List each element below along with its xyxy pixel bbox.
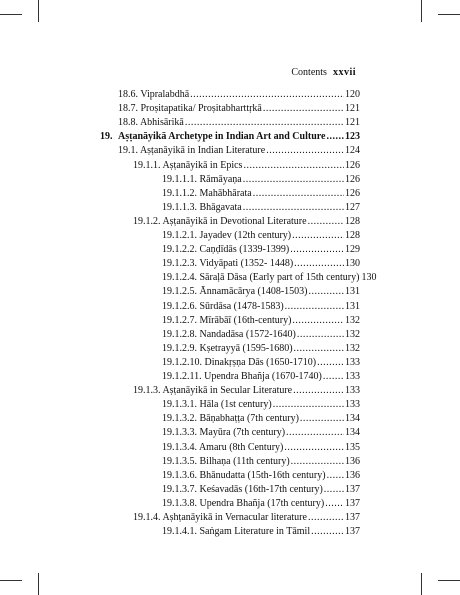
- crop-mark: [421, 0, 422, 22]
- toc-entry[interactable]: [162, 398, 360, 412]
- toc-entry-page: 132: [345, 314, 360, 326]
- toc-entry-page: 137: [345, 526, 360, 538]
- crop-mark: [38, 573, 39, 595]
- toc-entry-page: 128: [345, 230, 360, 241]
- toc-entry-page: 135: [345, 441, 360, 453]
- toc-entry-title: 19.1.2.3. Vidyāpati (1352- 1448): [162, 258, 294, 270]
- running-header: [291, 67, 356, 78]
- toc-entry[interactable]: [162, 469, 360, 483]
- toc-entry[interactable]: [118, 144, 360, 158]
- toc-entry-page: 129: [345, 244, 360, 256]
- toc-leader-dots: [243, 159, 344, 173]
- toc-entry-page: 133: [345, 356, 360, 368]
- toc-entry-page: 123: [345, 131, 360, 143]
- toc-entry[interactable]: [162, 342, 360, 356]
- crop-mark: [438, 14, 460, 15]
- toc-entry-title: 19.1.2.9. Kṣetrayyā (1595-1680): [162, 342, 293, 354]
- toc-entry-page: 130: [361, 272, 377, 284]
- toc-leader-dots: [292, 314, 344, 328]
- toc-entry-page: 136: [345, 455, 360, 467]
- toc-entry[interactable]: [162, 300, 360, 314]
- toc-entry[interactable]: [100, 130, 360, 144]
- toc-leader-dots: [309, 285, 344, 299]
- toc-entry-title: 19.1.1.3. Bhāgavata: [162, 201, 242, 213]
- toc-entry-title: 19.1.2.2. Caṇḍīdās (1339-1399): [162, 244, 290, 256]
- toc-entry[interactable]: [162, 173, 360, 187]
- toc-entry-page: 131: [345, 286, 360, 298]
- crop-mark: [0, 580, 22, 581]
- toc-entry[interactable]: [118, 88, 360, 102]
- toc-entry-page: 137: [345, 483, 360, 495]
- toc-entry-title: 18.7. Proṣitapatika/ Proṣitabharttṛkā: [118, 103, 262, 115]
- toc-leader-dots: [291, 455, 344, 469]
- header-page-number: xxvii: [332, 67, 356, 78]
- crop-mark: [38, 0, 39, 22]
- toc-entry[interactable]: [133, 384, 360, 398]
- toc-entry[interactable]: [162, 412, 360, 426]
- toc-entry[interactable]: [133, 159, 360, 173]
- toc-entry-title: 19.1.3.8. Upendra Bhañja (17th century): [162, 497, 325, 509]
- toc-entry-title: 19.1.2.8. Nandadāsa (1572-1640): [162, 328, 296, 340]
- toc-entry-page: 127: [345, 201, 360, 213]
- toc-entry-title: 19.1.3.5. Bilhaṇa (11th century): [162, 455, 290, 467]
- toc-leader-dots: [297, 328, 344, 342]
- toc-entry-title: 19.1.2. Aṣṭanāyikā in Devotional Literature: [133, 215, 307, 227]
- toc-leader-dots: [243, 201, 344, 215]
- toc-entry-title: 19.1.3.2. Bāṇabhaṭṭa (7th century): [162, 413, 299, 425]
- toc-entry-title: 19.1.3.1. Hāla (1st century): [162, 399, 272, 411]
- toc-entry-title: 19.1.2.6. Sūrdāsa (1478-1583): [162, 300, 284, 312]
- toc-entry[interactable]: [162, 229, 360, 243]
- toc-entry-page: 133: [345, 399, 360, 411]
- toc-entry-page: 130: [345, 258, 360, 270]
- toc-entry[interactable]: [162, 285, 360, 299]
- toc-entry-page: 137: [345, 497, 360, 509]
- toc-leader-dots: [294, 257, 344, 271]
- toc-leader-dots: [263, 102, 344, 116]
- toc-entry[interactable]: [162, 441, 360, 455]
- toc-entry-title: 19.1.4. Aṣhṭanāyikā in Vernacular literature: [133, 512, 307, 523]
- toc-chapter-number: 19.: [100, 131, 113, 143]
- toc-entry-title: 18.8. Abhisārikā: [118, 117, 184, 129]
- toc-entry-title: 19.1.2.4. Sāraḷā Dāsa (Early part of 15th century): [162, 272, 360, 284]
- toc-entry-page: 134: [345, 413, 360, 425]
- toc-entry[interactable]: [162, 187, 360, 201]
- toc-leader-dots: [300, 412, 344, 426]
- crop-mark: [438, 580, 460, 581]
- toc-entry-page: 136: [345, 469, 360, 481]
- toc-entry-title: 19.1.3. Aṣṭanāyikā in Secular Literature: [133, 385, 293, 397]
- toc-entry[interactable]: [162, 426, 360, 440]
- toc-leader-dots: [190, 88, 344, 102]
- toc-entry-page: 120: [345, 89, 360, 100]
- toc-entry[interactable]: [162, 257, 360, 271]
- toc-entry[interactable]: [118, 116, 360, 130]
- toc-entry-title: 19.1.2.5. Ānnamācārya (1408-1503): [162, 286, 308, 298]
- toc-leader-dots: [308, 511, 344, 525]
- toc-leader-dots: [290, 243, 344, 257]
- toc-entry[interactable]: [162, 497, 360, 511]
- toc-entry[interactable]: [162, 201, 360, 215]
- toc-entry-page: 133: [345, 371, 360, 382]
- toc-leader-dots: [323, 370, 344, 384]
- toc-leader-dots: [311, 525, 344, 539]
- toc-entry[interactable]: [162, 328, 360, 342]
- toc-leader-dots: [284, 441, 344, 455]
- toc-entry-title: 19.1.3.6. Bhānudatta (15th-16th century): [162, 469, 326, 481]
- toc-entry[interactable]: [133, 511, 360, 525]
- toc-entry-page: 121: [345, 117, 360, 129]
- toc-entry-page: 121: [345, 103, 360, 115]
- toc-leader-dots: [294, 342, 344, 356]
- toc-entry-title: 19.1.1. Aṣṭanāyikā in Epics: [133, 159, 243, 171]
- toc-entry[interactable]: [118, 102, 360, 116]
- toc-leader-dots: [292, 229, 344, 243]
- toc-leader-dots: [273, 398, 344, 412]
- toc-entry-title: 19.1.3.4. Amaru (8th Century): [162, 441, 284, 453]
- toc-leader-dots: [243, 173, 344, 187]
- toc-entry-page: 133: [345, 385, 360, 397]
- toc-leader-dots: [308, 215, 344, 229]
- toc-entry-title: Aṣṭanāyikā Archetype in Indian Art and Culture: [118, 131, 326, 143]
- toc-leader-dots: [253, 187, 344, 201]
- toc-entry-title: 19.1.2.10. Dinakṛṣṇa Dās (1650-1710): [162, 356, 317, 368]
- toc-entry-title: 19.1.2.1. Jayadev (12th century): [162, 230, 292, 241]
- toc-entry-title: 19.1.2.7. Mīrābāī (16th-century): [162, 314, 292, 326]
- crop-mark: [0, 14, 22, 15]
- toc-entry-page: 137: [345, 512, 360, 523]
- toc-leader-dots: [266, 144, 344, 158]
- toc-entry-title: 19.1.3.3. Mayūra (7th century): [162, 427, 286, 439]
- toc-entry[interactable]: [162, 370, 360, 384]
- toc-entry-title: 18.6. Vipralabdhā: [118, 89, 190, 100]
- toc-entry-page: 124: [345, 145, 360, 157]
- crop-mark: [421, 573, 422, 595]
- toc-entry-page: 134: [345, 427, 360, 439]
- toc-leader-dots: [286, 426, 344, 440]
- header-label: Contents: [291, 67, 327, 78]
- toc-entry[interactable]: [162, 455, 360, 469]
- toc-entry[interactable]: [162, 483, 360, 497]
- toc-entry[interactable]: [133, 215, 360, 229]
- toc-entry[interactable]: [162, 243, 360, 257]
- toc-entry-title: 19.1. Aṣṭanāyikā in Indian Literature: [118, 145, 266, 157]
- toc-leader-dots: [317, 356, 344, 370]
- toc-entry-page: 126: [345, 187, 360, 199]
- toc-leader-dots: [326, 130, 344, 144]
- toc-entry-page: 131: [345, 300, 360, 312]
- toc-entry-title: 19.1.2.11. Upendra Bhañja (1670-1740): [162, 371, 322, 382]
- toc-entry-page: 128: [345, 215, 360, 227]
- toc-entry-title: 19.1.3.7. Keśavadās (16th-17th century): [162, 483, 323, 495]
- toc-leader-dots: [327, 469, 344, 483]
- toc-entry-title: 19.1.1.2. Mahābhārata: [162, 187, 252, 199]
- toc-entry[interactable]: [162, 271, 377, 285]
- toc-entry-title: 19.1.1.1. Rāmāyaṇa: [162, 173, 242, 185]
- toc-leader-dots: [324, 483, 344, 497]
- toc-leader-dots: [185, 116, 344, 130]
- toc-entry-page: 126: [345, 159, 360, 171]
- toc-entry-page: 132: [345, 328, 360, 340]
- toc-entry-page: 132: [345, 342, 360, 354]
- toc-leader-dots: [325, 497, 344, 511]
- toc-entry-page: 126: [345, 173, 360, 185]
- toc-leader-dots: [293, 384, 344, 398]
- toc-leader-dots: [285, 300, 344, 314]
- toc-entry[interactable]: [162, 525, 360, 539]
- toc-entry[interactable]: [162, 314, 360, 328]
- toc-entry[interactable]: [162, 356, 360, 370]
- toc-entry-title: 19.1.4.1. Saṅgam Literature in Tāmil: [162, 526, 311, 538]
